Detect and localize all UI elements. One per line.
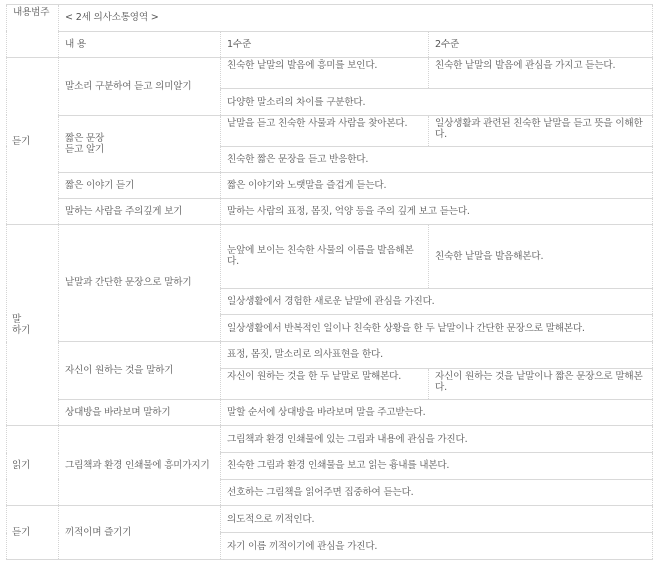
content-cell: 그림책과 환경 인쇄물에 흥미가지기 xyxy=(59,426,221,506)
area-cell-speaking: 말 하기 xyxy=(7,224,59,425)
level-both-cell: 그림책과 환경 인쇄물에 있는 그림과 내용에 관심을 가진다. xyxy=(221,426,653,453)
content-cell: 말하는 사람을 주의깊게 보기 xyxy=(59,199,221,225)
level-both-cell: 표정, 몸짓, 말소리로 의사표현을 한다. xyxy=(221,342,653,369)
table-row xyxy=(7,199,653,225)
header-row-title xyxy=(7,5,653,32)
table-title: < 2세 의사소통영역 > xyxy=(65,12,159,24)
content-cell: 상대방을 바라보며 말하기 xyxy=(59,399,221,426)
level-both-cell: 선호하는 그림책을 읽어주면 집중하여 듣는다. xyxy=(221,479,653,506)
level2-column-header: 2수준 xyxy=(429,31,653,58)
table-row xyxy=(7,342,653,369)
level-both-cell: 다양한 말소리의 차이를 구분한다. xyxy=(221,89,653,116)
table-row xyxy=(7,426,653,453)
communication-curriculum-table xyxy=(6,4,653,560)
table-row xyxy=(7,506,653,533)
content-cell: 낱말과 간단한 문장으로 말하기 xyxy=(59,224,221,341)
level1-column-header: 1수준 xyxy=(221,31,429,58)
level-both-cell: 일상생활에서 반복적인 일이나 친숙한 상황을 한 두 낱말이나 간단한 문장으로 말해본다. xyxy=(221,315,653,342)
table-title-cell xyxy=(59,5,653,32)
level-both-cell: 말하는 사람의 표정, 몸짓, 억양 등을 주의 깊게 보고 듣는다. xyxy=(221,199,653,225)
area-cell-listening: 듣기 xyxy=(7,58,59,224)
area-cell-writing: 듣기 xyxy=(7,506,59,560)
area-cell-reading: 읽기 xyxy=(7,426,59,506)
table-row xyxy=(7,115,653,146)
level2-cell: 친숙한 낱말을 발음해본다. xyxy=(429,224,653,288)
header-row-columns xyxy=(7,31,653,58)
level-both-cell: 짧은 이야기와 노랫말을 즐겁게 듣는다. xyxy=(221,172,653,199)
level-both-cell: 말할 순서에 상대방을 바라보며 말을 주고받는다. xyxy=(221,399,653,426)
level-both-cell: 친숙한 그림과 환경 인쇄물을 보고 읽는 흉내를 내본다. xyxy=(221,453,653,480)
area-header-label: 내용범주 xyxy=(13,7,50,18)
table-row xyxy=(7,172,653,199)
level-both-cell: 자기 이름 끼적이기에 관심을 가진다. xyxy=(221,533,653,560)
content-column-header: 내 용 xyxy=(59,31,221,58)
level1-cell: 눈앞에 보이는 친숙한 사물의 이름을 발음해본다. xyxy=(221,224,429,288)
level2-cell: 자신이 원하는 것을 낱말이나 짧은 문장으로 말해본다. xyxy=(429,368,653,399)
level1-cell: 자신이 원하는 것을 한 두 낱말로 말해본다. xyxy=(221,368,429,399)
content-cell: 짧은 문장 듣고 알기 xyxy=(59,115,221,172)
table-row xyxy=(7,224,653,288)
area-header-cell xyxy=(7,5,59,58)
table-row xyxy=(7,399,653,426)
level1-cell: 낱말을 듣고 친숙한 사물과 사람을 찾아본다. xyxy=(221,115,429,146)
content-cell: 자신이 원하는 것을 말하기 xyxy=(59,342,221,400)
level-both-cell: 의도적으로 끼적인다. xyxy=(221,506,653,533)
level-both-cell: 일상생활에서 경험한 새로운 낱말에 관심을 가진다. xyxy=(221,288,653,315)
content-cell: 말소리 구분하여 듣고 의미알기 xyxy=(59,58,221,116)
level2-cell: 일상생활과 관련된 친숙한 낱말을 듣고 뜻을 이해한다. xyxy=(429,115,653,146)
content-cell: 짧은 이야기 듣기 xyxy=(59,172,221,199)
level2-cell: 친숙한 낱말의 발음에 관심을 가지고 듣는다. xyxy=(429,58,653,89)
level-both-cell: 친숙한 짧은 문장을 듣고 반응한다. xyxy=(221,146,653,172)
level1-cell: 친숙한 낱말의 발음에 흥미를 보인다. xyxy=(221,58,429,89)
table-row xyxy=(7,58,653,89)
content-cell: 끼적이며 즐기기 xyxy=(59,506,221,560)
